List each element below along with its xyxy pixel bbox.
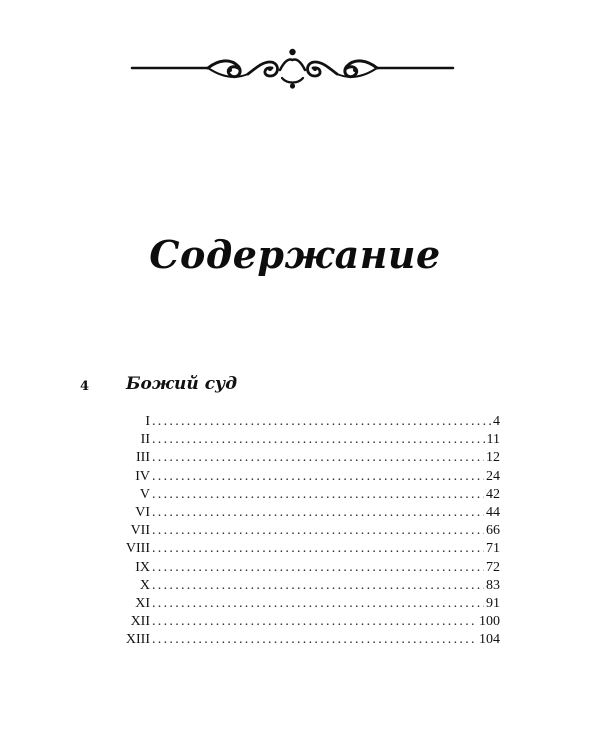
toc-entry[interactable] (120, 431, 500, 449)
dot-leader (152, 631, 477, 649)
dot-leader (152, 413, 491, 431)
dot-leader (152, 468, 484, 486)
chapter-number: XIII (125, 632, 150, 648)
chapter-number: VI (135, 504, 150, 520)
toc-entry[interactable] (120, 577, 500, 595)
chapter-number: II (140, 432, 150, 448)
page-number: 104 (479, 632, 500, 648)
page-number: 66 (486, 523, 500, 539)
dot-leader (152, 559, 484, 577)
chapter-number: VIII (125, 541, 150, 557)
toc-entry[interactable] (120, 522, 500, 540)
dot-leader (152, 522, 484, 540)
table-of-contents (120, 413, 500, 649)
page-number: 44 (486, 504, 500, 520)
chapter-number: XII (130, 614, 150, 630)
dot-leader (152, 613, 477, 631)
part-number: 4 (80, 379, 90, 394)
chapter-number: VII (130, 523, 150, 539)
dot-leader (152, 486, 484, 504)
toc-entry[interactable] (120, 504, 500, 522)
page-number: 12 (486, 450, 500, 466)
page-number: 11 (486, 432, 500, 448)
dot-leader (152, 540, 484, 558)
toc-entry[interactable] (120, 449, 500, 467)
toc-entry[interactable] (120, 631, 500, 649)
page-number: 83 (486, 577, 500, 593)
toc-entry[interactable] (120, 413, 500, 431)
page-number: 72 (486, 559, 500, 575)
page-number: 4 (493, 414, 500, 429)
toc-entry[interactable] (120, 468, 500, 486)
page-number: 71 (486, 541, 500, 557)
page-number: 91 (486, 595, 500, 611)
toc-entry[interactable] (120, 486, 500, 504)
page-number: 24 (486, 468, 500, 484)
dot-leader (152, 431, 485, 449)
chapter-number: V (139, 486, 150, 502)
dot-leader (152, 449, 484, 467)
page-number: 100 (479, 614, 500, 630)
chapter-number: XI (135, 595, 150, 611)
chapter-number: I (145, 414, 150, 429)
page-title: Содержание (149, 232, 441, 277)
chapter-number: IV (135, 468, 150, 484)
toc-entry[interactable] (120, 613, 500, 631)
chapter-number: X (139, 577, 150, 593)
toc-entry[interactable] (120, 559, 500, 577)
chapter-number: IX (135, 559, 150, 575)
toc-entry[interactable] (120, 595, 500, 613)
dot-leader (152, 577, 484, 595)
dot-leader (152, 595, 484, 613)
page-number: 42 (486, 486, 500, 502)
toc-entry[interactable] (120, 540, 500, 558)
dot-leader (152, 504, 484, 522)
decorative-flourish-icon (130, 40, 455, 100)
chapter-number: III (136, 450, 150, 466)
part-title: Божий суд (126, 374, 238, 394)
